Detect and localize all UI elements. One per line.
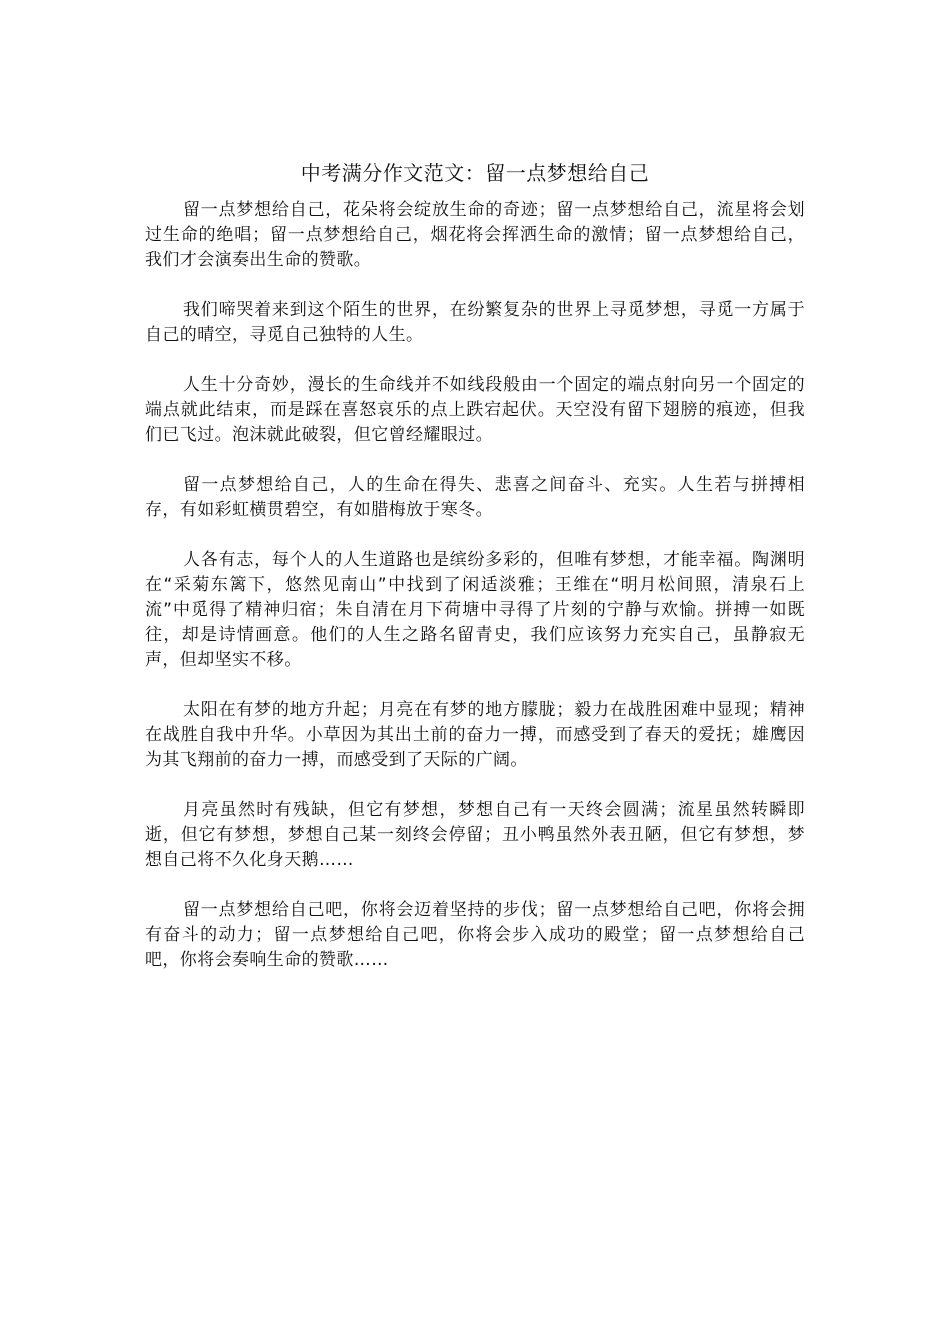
paragraph-5: 人各有志，每个人的人生道路也是缤纷多彩的，但唯有梦想，才能幸福。陶渊明在“采菊东篱下，悠然见南山”中找到了闲适淡雅；王维在“明月松间照，清泉石上流”中觅得了精神归宿；朱自清在月下荷塘中寻得了片刻的宁静与欢愉。拼搏一如既往，却是诗情画意。他们的人生之路名留青史，我们应该努力充实自己，虽静寂无声，但却坚实不移。 bbox=[145, 550, 805, 670]
paragraph-4: 留一点梦想给自己，人的生命在得失、悲喜之间奋斗、充实。人生若与拼搏相存，有如彩虹横贯碧空，有如腊梅放于寒冬。 bbox=[145, 475, 805, 520]
essay-body bbox=[145, 198, 805, 998]
paragraph-3: 人生十分奇妙，漫长的生命线并不如线段般由一个固定的端点射向另一个固定的端点就此结束，而是踩在喜怒哀乐的点上跌宕起伏。天空没有留下翅膀的痕迹，但我们已飞过。泡沫就此破裂，但它曾经耀眼过。 bbox=[145, 375, 805, 445]
paragraph-7: 月亮虽然时有残缺，但它有梦想，梦想自己有一天终会圆满；流星虽然转瞬即逝，但它有梦想，梦想自己某一刻终会停留；丑小鸭虽然外表丑陋，但它有梦想，梦想自己将不久化身天鹅…… bbox=[145, 800, 805, 870]
paragraph-1: 留一点梦想给自己，花朵将会绽放生命的奇迹；留一点梦想给自己，流星将会划过生命的绝唱；留一点梦想给自己，烟花将会挥洒生命的激情；留一点梦想给自己，我们才会演奏出生命的赞歌。 bbox=[145, 200, 805, 270]
paragraph-6: 太阳在有梦的地方升起；月亮在有梦的地方朦胧；毅力在战胜困难中显现；精神在战胜自我中升华。小草因为其出土前的奋力一搏，而感受到了春天的爱抚；雄鹰因为其飞翔前的奋力一搏，而感受到了天际的广阔。 bbox=[145, 700, 805, 770]
page-title: 中考满分作文范文：留一点梦想给自己 bbox=[300, 161, 650, 185]
paragraph-2: 我们啼哭着来到这个陌生的世界，在纷繁复杂的世界上寻觅梦想，寻觅一方属于自己的晴空，寻觅自己独特的人生。 bbox=[145, 300, 805, 345]
paragraph-8: 留一点梦想给自己吧，你将会迈着坚持的步伐；留一点梦想给自己吧，你将会拥有奋斗的动力；留一点梦想给自己吧，你将会步入成功的殿堂；留一点梦想给自己吧，你将会奏响生命的赞歌…… bbox=[145, 900, 805, 970]
